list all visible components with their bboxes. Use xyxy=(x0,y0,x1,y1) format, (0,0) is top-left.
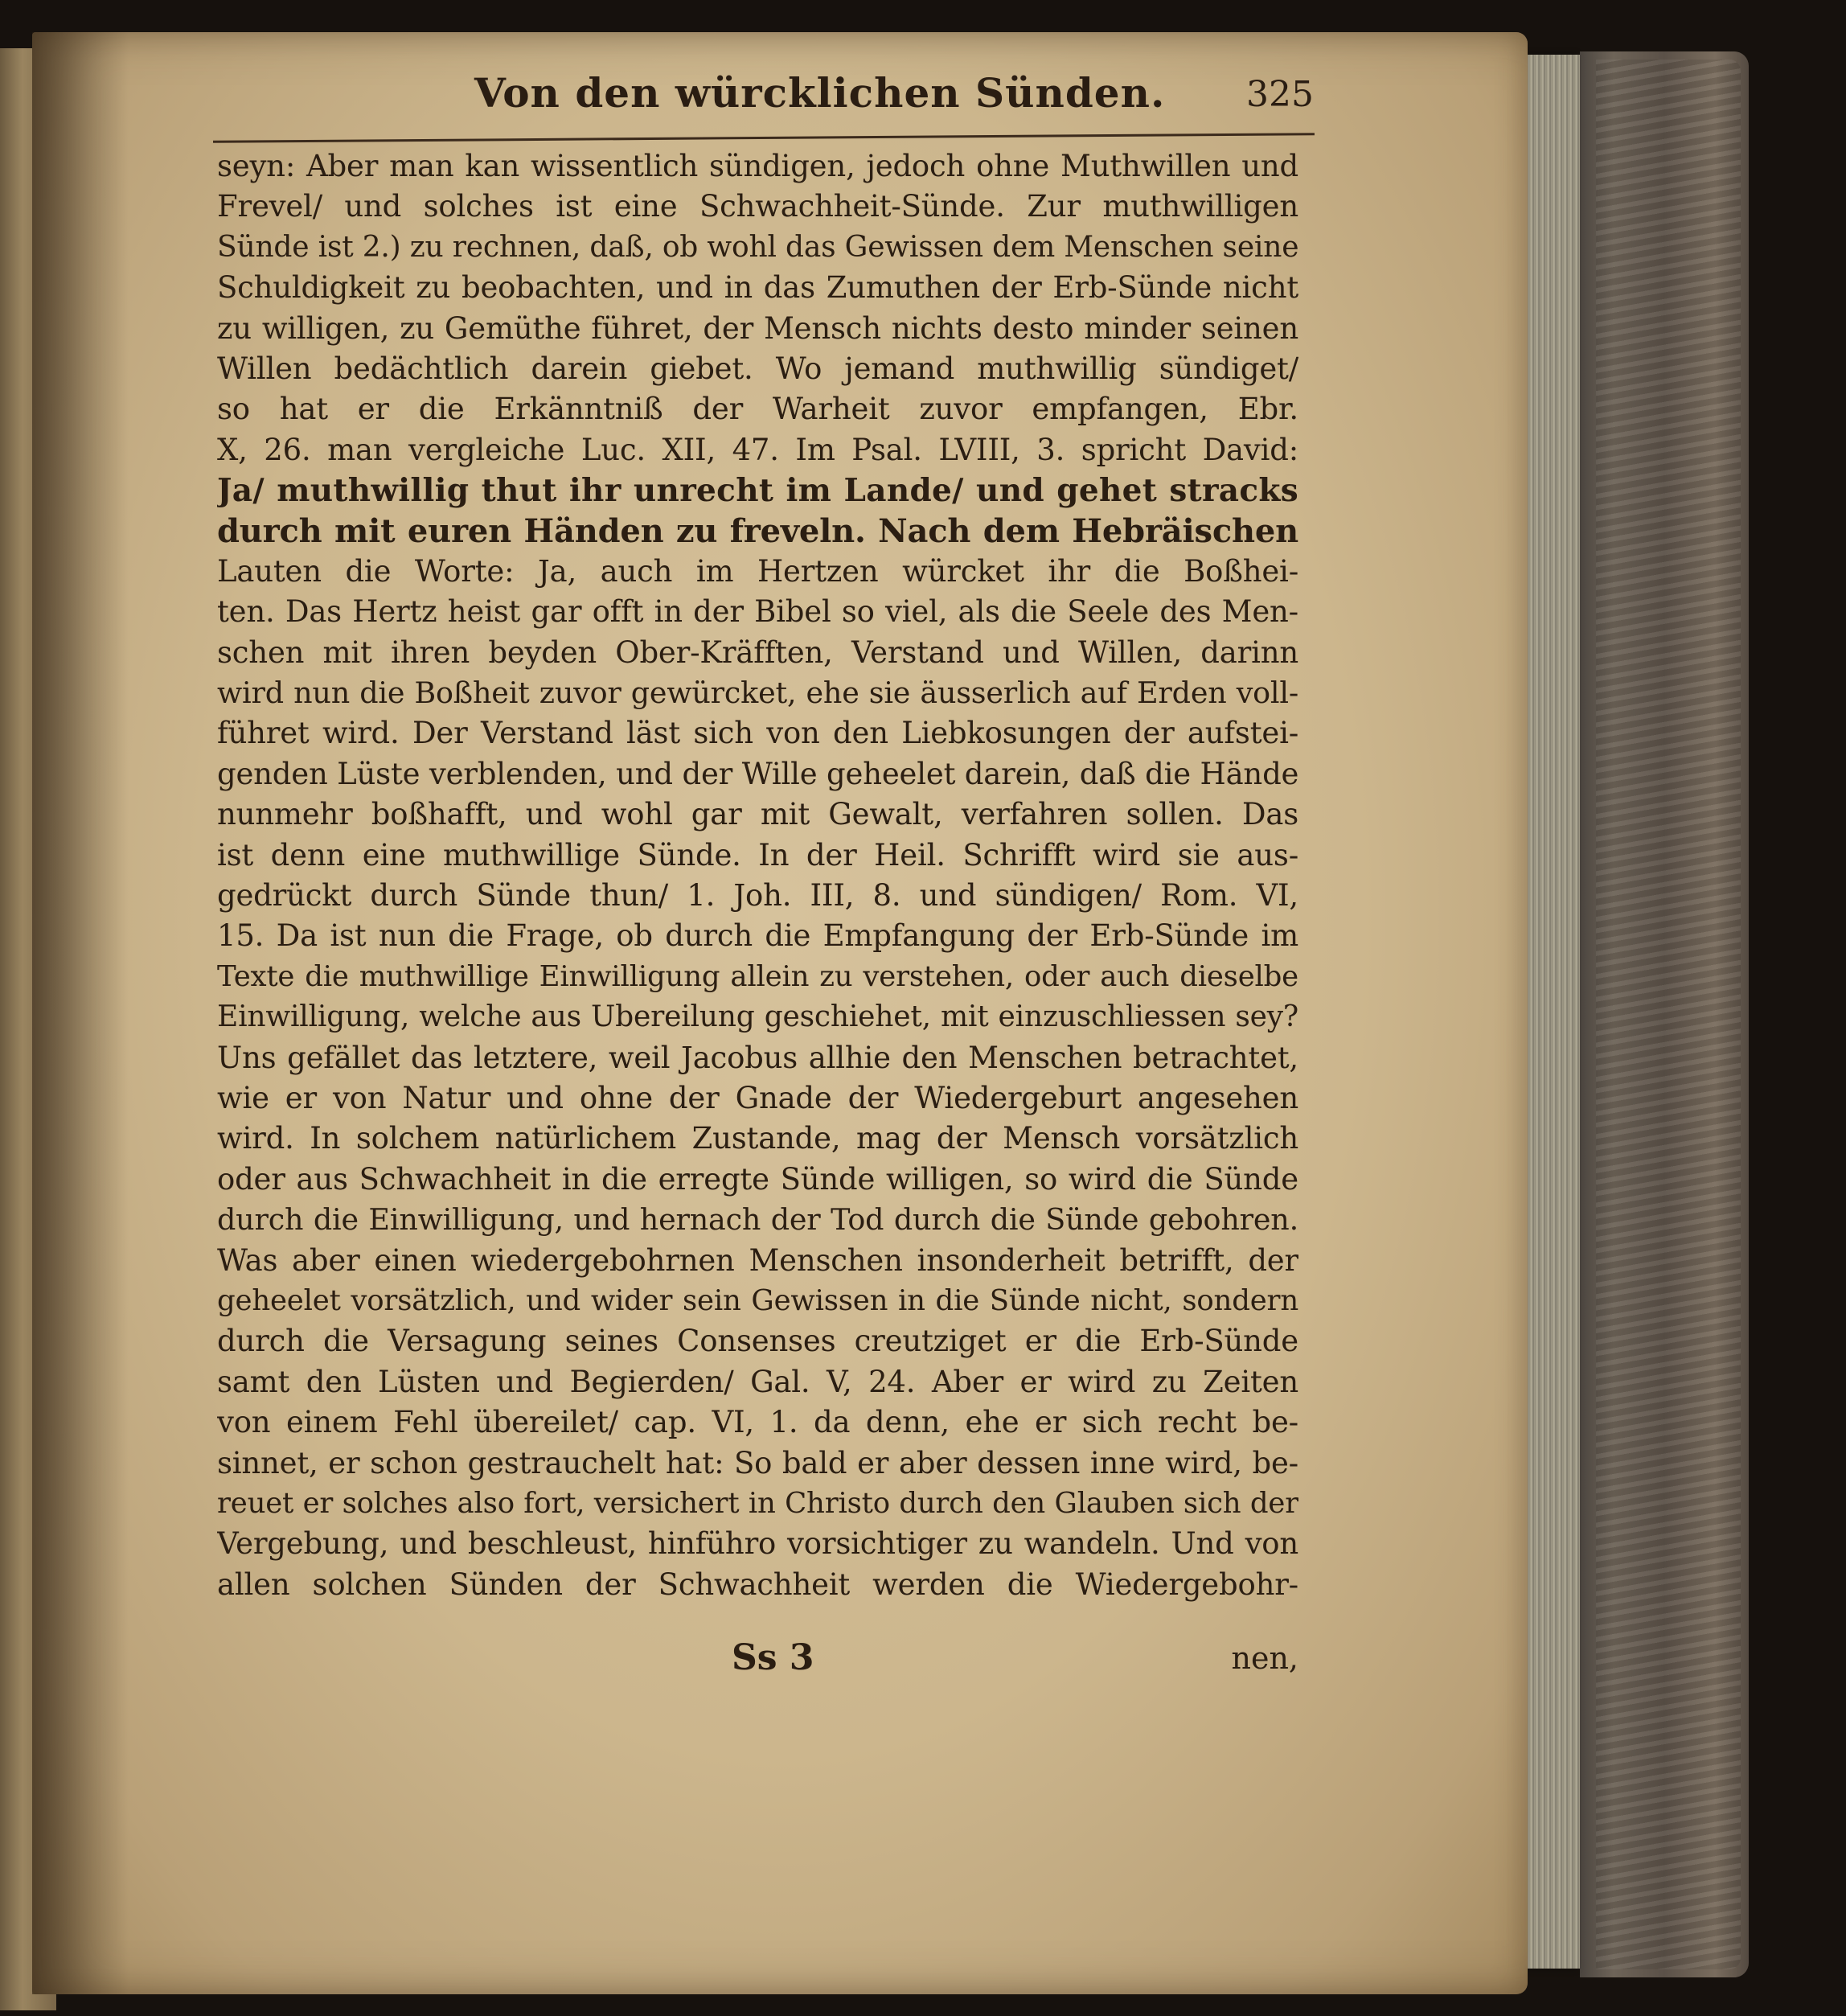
page-block-edges xyxy=(1524,55,1580,1969)
text-line: genden Lüste verblenden, und der Wille geheelet darein, daß die Hände xyxy=(217,756,1298,791)
text-line: Einwilligung, welche aus Ubereilung geschiehet, mit einzuschliessen sey? xyxy=(217,1000,1298,1034)
running-head xyxy=(217,63,1314,135)
page-number: 325 xyxy=(1246,74,1314,115)
text-line: wird. In solchem natürlichem Zustande, mag der Mensch vorsätzlich xyxy=(217,1121,1298,1156)
signature-mark: Ss 3 xyxy=(732,1637,814,1678)
text-line: wie er von Natur und ohne der Gnade der Wiedergeburt angesehen xyxy=(217,1080,1298,1115)
text-line: Willen bedächtlich darein giebet. Wo jemand muthwillig sündiget/ xyxy=(217,351,1298,386)
text-line: so hat er die Erkänntniß der Warheit zuvor empfangen, Ebr. xyxy=(217,392,1298,427)
text-line: zu willigen, zu Gemüthe führet, der Mensch nichts desto minder seinen xyxy=(217,310,1298,346)
text-line: Lauten die Worte: Ja, auch im Hertzen würcket ihr die Boßhei- xyxy=(217,553,1298,589)
text-line: X, 26. man vergleiche Luc. XII, 47. Im Psal. LVIII, 3. spricht David: xyxy=(217,432,1298,467)
text-line: durch die Einwilligung, und hernach der Tod durch die Sünde gebohren. xyxy=(217,1202,1298,1238)
text-line: reuet er solches also fort, versichert in Christo durch den Glauben sich der xyxy=(217,1486,1298,1520)
gutter-shadow xyxy=(32,32,129,1994)
body-text xyxy=(217,146,1298,1634)
text-line: ten. Das Hertz heist gar offt in der Bibel so viel, als die Seele des Men- xyxy=(217,594,1298,630)
text-line: Ja/ muthwillig thut ihr unrecht im Lande/ und gehet stracks xyxy=(217,472,1298,510)
running-head-title: Von den würcklichen Sünden. xyxy=(474,69,1166,117)
text-line: Vergebung, und beschleust, hinführo vorsichtiger zu wandeln. Und von xyxy=(217,1526,1298,1562)
footer-line xyxy=(217,1637,1298,1685)
text-line: schen mit ihren beyden Ober-Kräfften, Verstand und Willen, darinn xyxy=(217,634,1298,670)
text-line: Uns gefället das letztere, weil Jacobus allhie den Menschen betrachtet, xyxy=(217,1040,1298,1075)
text-line: allen solchen Sünden der Schwachheit werden die Wiedergebohr- xyxy=(217,1566,1298,1602)
text-line: seyn: Aber man kan wissentlich sündigen, jedoch ohne Muthwillen und xyxy=(217,149,1298,183)
text-line: ist denn eine muthwillige Sünde. In der Heil. Schrifft wird sie aus- xyxy=(217,837,1298,873)
text-line: Texte die muthwillige Einwilligung allein zu verstehen, oder auch dieselbe xyxy=(217,959,1298,993)
text-line: Was aber einen wiedergebohrnen Menschen insonderheit betrifft, der xyxy=(217,1242,1298,1278)
text-line: gedrückt durch Sünde thun/ 1. Joh. III, 8. und sündigen/ Rom. VI, xyxy=(217,878,1298,914)
book-cover-edge xyxy=(1580,51,1749,1977)
text-line: Sünde ist 2.) zu rechnen, daß, ob wohl das Gewissen dem Menschen seine xyxy=(217,230,1298,264)
text-line: samt den Lüsten und Begierden/ Gal. V, 24. Aber er wird zu Zeiten xyxy=(217,1364,1298,1399)
text-line: Schuldigkeit zu beobachten, und in das Zumuthen der Erb-Sünde nicht xyxy=(217,270,1298,306)
catchword: nen, xyxy=(1231,1640,1298,1676)
text-line: wird nun die Boßheit zuvor gewürcket, ehe sie äusserlich auf Erden voll- xyxy=(217,675,1298,711)
text-line: durch mit euren Händen zu freveln. Nach dem Hebräischen xyxy=(217,511,1298,550)
text-line: sinnet, er schon gestrauchelt hat: So bald er aber dessen inne wird, be- xyxy=(217,1445,1298,1480)
text-line: geheelet vorsätzlich, und wider sein Gewissen in die Sünde nicht, sondern xyxy=(217,1283,1298,1317)
text-line: durch die Versagung seines Consenses creutziget er die Erb-Sünde xyxy=(217,1324,1298,1359)
text-line: 15. Da ist nun die Frage, ob durch die Empfangung der Erb-Sünde im xyxy=(217,918,1298,954)
text-line: nunmehr boßhafft, und wohl gar mit Gewalt, verfahren sollen. Das xyxy=(217,797,1298,832)
text-line: führet wird. Der Verstand läst sich von den Liebkosungen der aufstei- xyxy=(217,716,1298,751)
text-line: oder aus Schwachheit in die erregte Sünde willigen, so wird die Sünde xyxy=(217,1161,1298,1197)
text-line: Frevel/ und solches ist eine Schwachheit-Sünde. Zur muthwilligen xyxy=(217,189,1298,224)
text-line: von einem Fehl übereilet/ cap. VI, 1. da denn, ehe er sich recht be- xyxy=(217,1405,1298,1440)
